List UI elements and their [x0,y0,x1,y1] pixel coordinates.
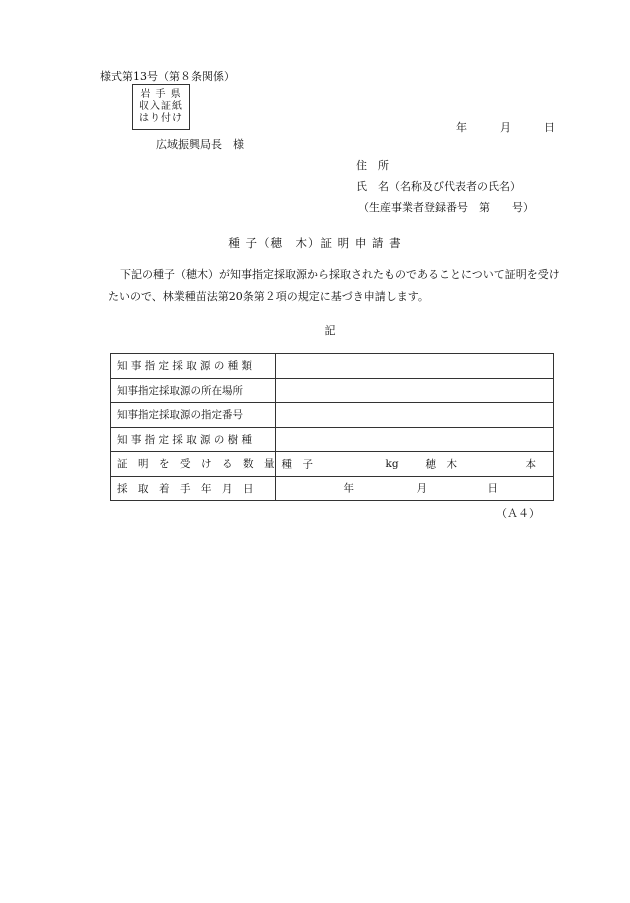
ki-heading: 記 [324,324,336,337]
stamp-line-1: 岩 手 県 [140,89,182,100]
row-label-designation-number: 知事指定採取源の指定番号 [111,403,276,428]
body-text: 下記の種子（穂木）が知事指定採取源から採取されたものであることについて証明を受けたいので、林業種苗法第20条第２項の規定に基づき申請します。 [108,268,560,303]
table-row [111,452,554,477]
table-row [111,378,554,403]
quantity-kg-unit: kg [385,457,399,470]
date-year: 年 [456,121,467,134]
row-value-quantity[interactable] [275,452,554,477]
row-label-tree-species: 知 事 指 定 採 取 源 の 樹 種 [111,427,276,452]
stamp-line-2: 収入証紙 [139,101,183,112]
quantity-seed-label: 種 子 [281,458,313,471]
row-value-start-date[interactable] [275,476,554,501]
row-value-type[interactable] [275,354,554,379]
document-title: 種 子（穂 木）証 明 申 請 書 [228,236,402,250]
date-day: 日 [544,121,555,134]
address-label: 住 所 [356,159,389,172]
row-value-tree-species[interactable] [275,427,554,452]
application-date [456,119,555,135]
name-label: 氏 名（名称及び代表者の氏名） [356,180,521,193]
quantity-scion-unit: 本 [525,458,536,471]
registration-number: （生産事業者登録番号 第 号） [358,201,534,214]
table-row [111,476,554,501]
start-date-month: 月 [416,482,427,495]
table-row [111,403,554,428]
table-row [111,427,554,452]
row-value-location[interactable] [275,378,554,403]
start-date-day: 日 [487,482,498,495]
row-label-start-date: 採 取 着 手 年 月 日 [111,476,276,501]
application-table [110,353,554,501]
form-number: 様式第13号（第８条関係） [100,70,235,83]
row-value-designation-number[interactable] [275,403,554,428]
stamp-line-3: はり付け [139,113,183,124]
recipient: 広域振興局長 様 [156,138,244,151]
start-date-year: 年 [343,482,354,495]
row-label-quantity: 証 明 を 受 け る 数 量 [111,452,276,477]
row-label-location: 知事指定採取源の所在場所 [111,378,276,403]
quantity-scion-label: 穂 木 [425,458,457,471]
table-row [111,354,554,379]
row-label-type: 知 事 指 定 採 取 源 の 種 類 [111,354,276,379]
date-month: 月 [500,121,511,134]
revenue-stamp-box [132,84,190,130]
paper-size-note: （Ａ４） [496,507,540,520]
